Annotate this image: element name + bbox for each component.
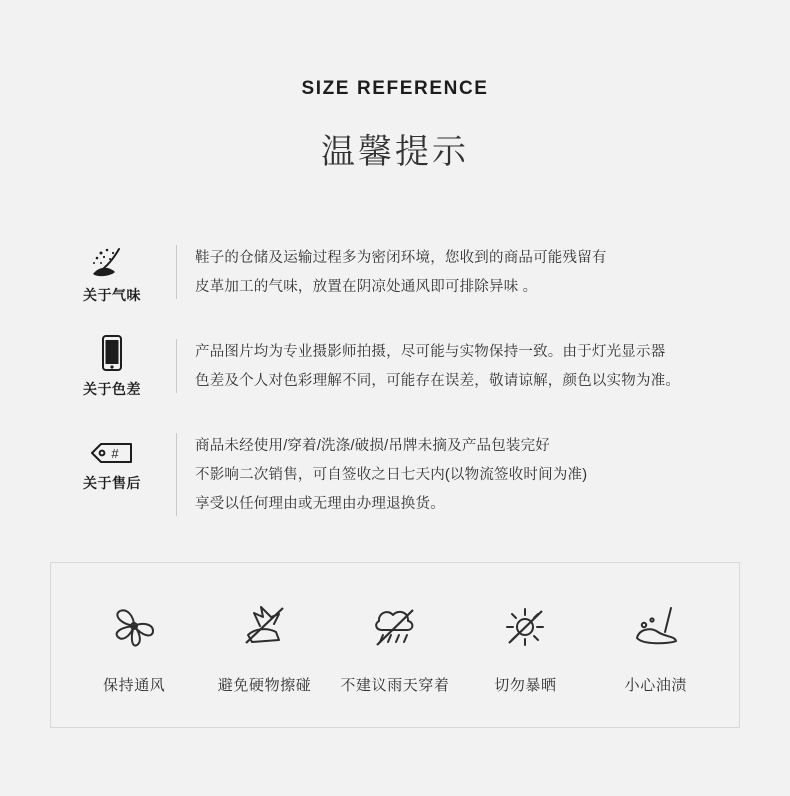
no-sun-exposure-icon — [460, 596, 590, 658]
care-items — [51, 563, 739, 727]
note-label: 关于气味 — [83, 287, 141, 303]
note-line: 不影响二次销售，可自签收之日七天内(以物流签收时间为准) — [195, 467, 588, 483]
note-line: 皮革加工的气味，放置在阴凉处通风即可排除异味 。 — [195, 279, 538, 295]
care-instructions-panel — [50, 562, 740, 728]
note-label: 关于色差 — [83, 381, 141, 397]
note-item-color — [56, 339, 750, 399]
notes-list — [0, 245, 790, 516]
note-icon-block — [56, 339, 168, 399]
note-line: 鞋子的仓储及运输过程多为密闭环境，您收到的商品可能残留有 — [195, 250, 607, 266]
note-item-smell — [56, 245, 750, 305]
price-tag-icon — [56, 433, 168, 467]
oil-stain-icon — [591, 596, 721, 658]
smell-icon — [56, 245, 168, 279]
care-label: 保持通风 — [103, 676, 166, 694]
care-label: 避免硬物擦碰 — [217, 676, 312, 694]
svg-text:#: # — [111, 446, 119, 461]
care-item — [69, 596, 199, 695]
care-item — [591, 596, 721, 695]
page-header — [0, 0, 790, 173]
care-label: 不建议雨天穿着 — [340, 676, 450, 694]
note-text — [176, 245, 750, 299]
care-label: 切勿暴晒 — [494, 676, 557, 694]
phone-screen-icon — [56, 339, 168, 373]
page-title-english: SIZE REFERENCE — [301, 78, 489, 99]
care-item — [460, 596, 590, 695]
care-item — [330, 596, 460, 695]
note-line: 产品图片均为专业摄影师拍摄，尽可能与实物保持一致。由于灯光显示器 — [195, 344, 666, 360]
care-item — [199, 596, 329, 695]
note-line: 商品未经使用/穿着/洗涤/破损/吊牌未摘及产品包装完好 — [195, 438, 551, 454]
fan-ventilation-icon — [69, 596, 199, 658]
no-rain-icon — [330, 596, 460, 658]
page-title-chinese: 温馨提示 — [321, 133, 469, 171]
care-label: 小心油渍 — [624, 676, 688, 694]
note-icon-block — [56, 245, 168, 305]
note-label: 关于售后 — [83, 475, 141, 491]
note-line: 享受以任何理由或无理由办理退换货。 — [195, 496, 445, 512]
note-icon-block — [56, 433, 168, 493]
no-hard-scratch-icon — [199, 596, 329, 658]
note-text — [176, 433, 750, 516]
note-line: 色差及个人对色彩理解不同，可能存在误差，敬请谅解，颜色以实物为准。 — [195, 373, 681, 389]
note-item-after-sale — [56, 433, 750, 516]
note-text — [176, 339, 750, 393]
